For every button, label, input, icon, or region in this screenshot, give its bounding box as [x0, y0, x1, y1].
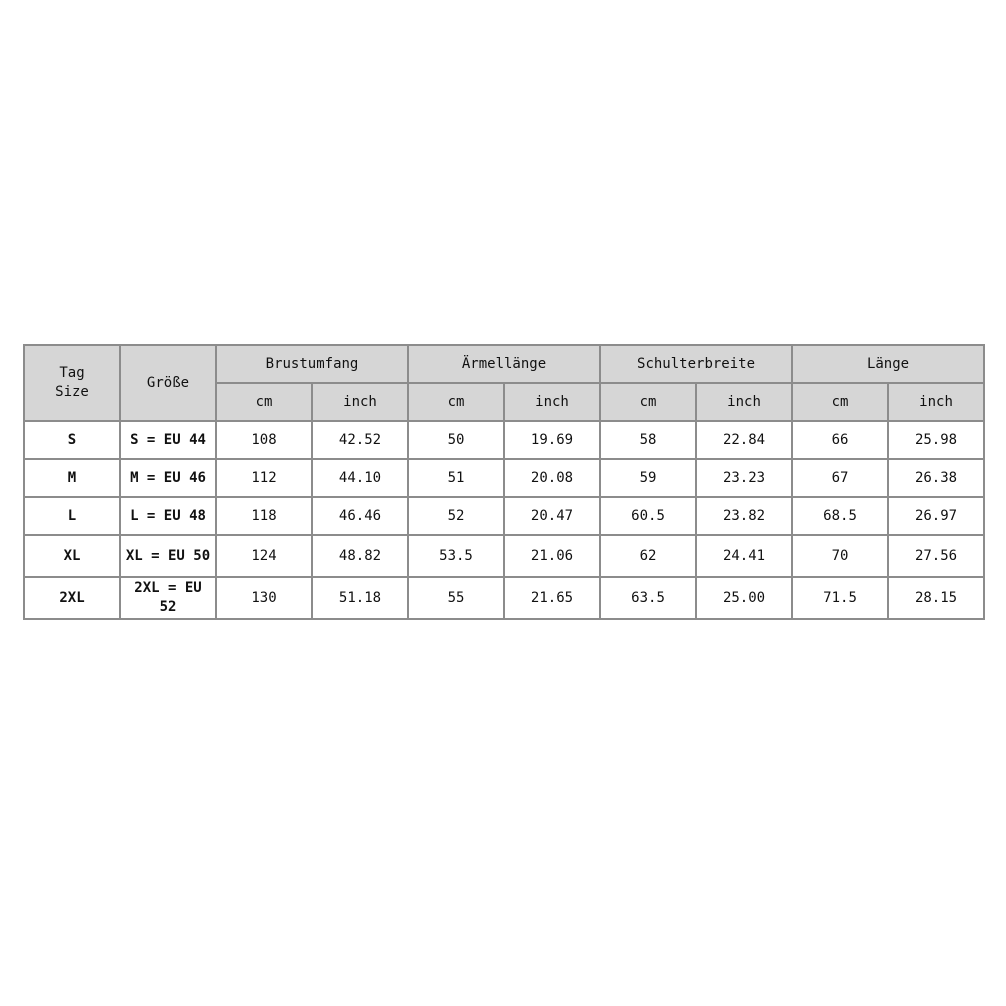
- value-cell: 42.52: [312, 421, 408, 459]
- value-cell: 130: [216, 577, 312, 619]
- header-groesse: Größe: [120, 345, 216, 421]
- value-cell: 20.08: [504, 459, 600, 497]
- header-tag-size: Tag Size: [24, 345, 120, 421]
- value-cell: 112: [216, 459, 312, 497]
- value-cell: 60.5: [600, 497, 696, 535]
- value-cell: 68.5: [792, 497, 888, 535]
- tag-size-cell: S: [24, 421, 120, 459]
- table-row: [24, 497, 984, 535]
- value-cell: 26.38: [888, 459, 984, 497]
- unit-inch: inch: [888, 383, 984, 421]
- unit-cm: cm: [408, 383, 504, 421]
- tag-size-cell: XL: [24, 535, 120, 577]
- unit-cm: cm: [216, 383, 312, 421]
- unit-inch: inch: [696, 383, 792, 421]
- value-cell: 108: [216, 421, 312, 459]
- value-cell: 55: [408, 577, 504, 619]
- tag-size-cell: M: [24, 459, 120, 497]
- eu-size-cell: S = EU 44: [120, 421, 216, 459]
- value-cell: 67: [792, 459, 888, 497]
- value-cell: 124: [216, 535, 312, 577]
- table-row: [24, 577, 984, 619]
- tag-size-cell: 2XL: [24, 577, 120, 619]
- value-cell: 26.97: [888, 497, 984, 535]
- value-cell: 59: [600, 459, 696, 497]
- value-cell: 48.82: [312, 535, 408, 577]
- value-cell: 63.5: [600, 577, 696, 619]
- table-row: [24, 421, 984, 459]
- value-cell: 25.00: [696, 577, 792, 619]
- value-cell: 21.06: [504, 535, 600, 577]
- eu-size-cell: 2XL = EU 52: [120, 577, 216, 619]
- table-row: [24, 535, 984, 577]
- header-schulterbreite: Schulterbreite: [600, 345, 792, 383]
- value-cell: 53.5: [408, 535, 504, 577]
- value-cell: 50: [408, 421, 504, 459]
- eu-size-cell: XL = EU 50: [120, 535, 216, 577]
- size-chart-table: [23, 344, 985, 620]
- value-cell: 23.82: [696, 497, 792, 535]
- value-cell: 23.23: [696, 459, 792, 497]
- unit-inch: inch: [504, 383, 600, 421]
- header-row-groups: [24, 345, 984, 383]
- value-cell: 71.5: [792, 577, 888, 619]
- unit-cm: cm: [600, 383, 696, 421]
- value-cell: 21.65: [504, 577, 600, 619]
- value-cell: 51: [408, 459, 504, 497]
- value-cell: 28.15: [888, 577, 984, 619]
- eu-size-cell: M = EU 46: [120, 459, 216, 497]
- unit-cm: cm: [792, 383, 888, 421]
- value-cell: 24.41: [696, 535, 792, 577]
- header-aermellaenge: Ärmellänge: [408, 345, 600, 383]
- unit-inch: inch: [312, 383, 408, 421]
- value-cell: 52: [408, 497, 504, 535]
- header-brustumfang: Brustumfang: [216, 345, 408, 383]
- value-cell: 22.84: [696, 421, 792, 459]
- value-cell: 66: [792, 421, 888, 459]
- value-cell: 51.18: [312, 577, 408, 619]
- value-cell: 58: [600, 421, 696, 459]
- value-cell: 70: [792, 535, 888, 577]
- value-cell: 44.10: [312, 459, 408, 497]
- header-laenge: Länge: [792, 345, 984, 383]
- value-cell: 27.56: [888, 535, 984, 577]
- value-cell: 19.69: [504, 421, 600, 459]
- value-cell: 46.46: [312, 497, 408, 535]
- value-cell: 62: [600, 535, 696, 577]
- eu-size-cell: L = EU 48: [120, 497, 216, 535]
- value-cell: 20.47: [504, 497, 600, 535]
- value-cell: 118: [216, 497, 312, 535]
- table-row: [24, 459, 984, 497]
- tag-size-cell: L: [24, 497, 120, 535]
- value-cell: 25.98: [888, 421, 984, 459]
